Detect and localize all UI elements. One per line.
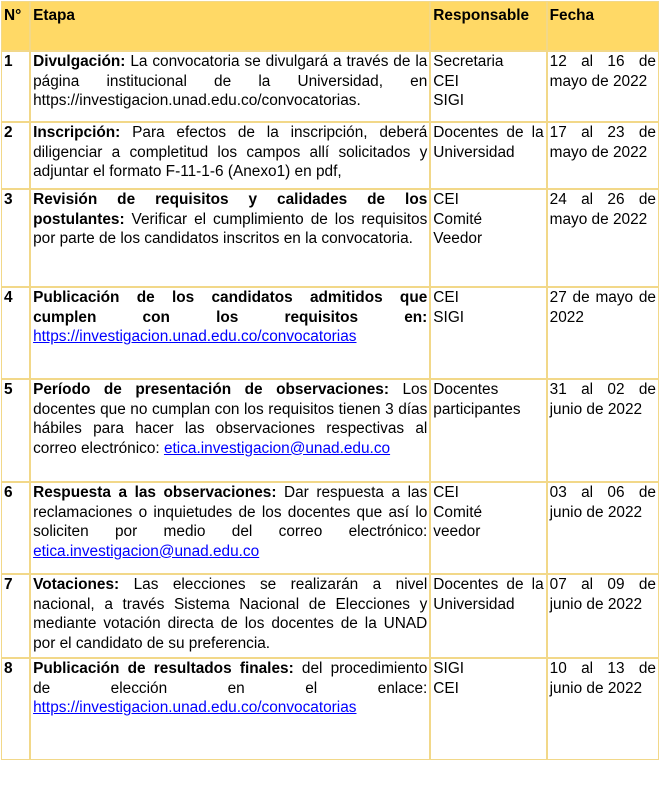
- responsible-item: SIGI: [433, 308, 465, 326]
- responsible-item: CEI: [433, 289, 459, 306]
- table-row: [2, 123, 658, 188]
- table-row: [2, 483, 658, 573]
- stage-cell: [31, 659, 429, 759]
- date-cell: 03 al 06 de junio de 2022: [548, 483, 658, 573]
- responsible-cell: [431, 190, 545, 286]
- responsible-item: CEI: [433, 191, 459, 208]
- responsible-cell: [431, 483, 545, 573]
- convocatorias-link[interactable]: https://investigacion.unad.edu.co/convocatorias: [33, 328, 357, 345]
- header-stage: Etapa: [31, 2, 429, 50]
- stage-title: Revisión de requisitos y calidades de los postulantes:: [33, 191, 428, 228]
- header-responsible: Responsable: [431, 2, 545, 50]
- responsible-item: veedor: [433, 523, 481, 540]
- responsible-item: Comité: [433, 210, 483, 228]
- table-row: [2, 52, 658, 121]
- table-row: [2, 575, 658, 657]
- row-number: 2: [2, 123, 29, 188]
- stage-cell: [31, 483, 429, 573]
- stage-title: Respuesta a las observaciones:: [33, 484, 277, 501]
- header-date: Fecha: [548, 2, 658, 50]
- stage-cell: [31, 575, 429, 657]
- table-row: [2, 190, 658, 286]
- responsible-item: CEI: [433, 484, 459, 501]
- responsible-item: CEI: [433, 679, 459, 697]
- stage-text: Verificar el cumplimiento de los requisitos por parte de los candidatos inscritos en la convocatoria.: [33, 210, 428, 247]
- row-number: 7: [2, 575, 29, 657]
- date-cell: 17 al 23 de mayo de 2022: [548, 123, 658, 188]
- responsible-item: Secretaria: [433, 53, 504, 70]
- responsible-item: SIGI: [433, 660, 465, 677]
- stage-title: Publicación de resultados finales:: [33, 660, 294, 677]
- header-number: N°: [2, 2, 29, 50]
- responsible-cell: [431, 380, 545, 481]
- table-row: [2, 659, 658, 759]
- responsible-cell: [431, 288, 545, 378]
- date-cell: 31 al 02 de junio de 2022: [548, 380, 658, 481]
- row-number: 5: [2, 380, 29, 481]
- stage-text: La convocatoria se divulgará a través de la página institucional de la Universidad, en https://investigacion.unad.edu.co/convocatorias.: [33, 53, 428, 109]
- stage-cell: [31, 380, 429, 481]
- responsible-item: Comité: [433, 503, 483, 521]
- stage-title: Inscripción:: [33, 124, 121, 141]
- stage-cell: [31, 123, 429, 188]
- row-number: 1: [2, 52, 29, 121]
- row-number: 4: [2, 288, 29, 378]
- stage-title: Votaciones:: [33, 576, 120, 593]
- table-row: [2, 380, 658, 481]
- date-cell: 10 al 13 de junio de 2022: [548, 659, 658, 759]
- responsible-item: SIGI: [433, 92, 465, 109]
- responsible-item: Docentes de la Universidad: [433, 124, 544, 161]
- convocatorias-link[interactable]: https://investigacion.unad.edu.co/convocatorias: [33, 699, 357, 716]
- table-row: [2, 288, 658, 378]
- stage-text: Para efectos de la inscripción, deberá diligenciar a completitud los campos allí solicitados y adjuntar el formato F-11-1-6 (Anexo1) en pdf,: [33, 124, 428, 180]
- stage-title: Publicación de los candidatos admitidos que cumplen con los requisitos en:: [33, 289, 428, 326]
- responsible-item: Veedor: [433, 230, 483, 247]
- stage-text: Las elecciones se realizarán a nivel nacional, a través Sistema Nacional de Elecciones y mediante votación directa de los docentes de la UNAD por el candidato de su preferencia.: [33, 576, 428, 652]
- responsible-item: Docentes participantes: [433, 381, 521, 418]
- email-link[interactable]: etica.investigacion@unad.edu.co: [163, 439, 391, 457]
- stage-text: Dar respuesta a las reclamaciones o inquietudes de los docentes que así lo soliciten por medio del correo electrónico:: [33, 484, 428, 540]
- responsible-item: Docentes de la Universidad: [433, 576, 544, 613]
- row-number: 6: [2, 483, 29, 573]
- date-cell: 12 al 16 de mayo de 2022: [548, 52, 658, 121]
- date-cell: 07 al 09 de junio de 2022: [548, 575, 658, 657]
- stage-title: Período de presentación de observaciones:: [33, 381, 389, 398]
- stage-cell: [31, 52, 429, 121]
- table-header-row: [2, 2, 658, 50]
- stage-cell: [31, 190, 429, 286]
- date-cell: 27 de mayo de 2022: [548, 288, 658, 378]
- responsible-cell: [431, 575, 545, 657]
- email-link[interactable]: etica.investigacion@unad.edu.co: [33, 542, 260, 560]
- stage-cell: [31, 288, 429, 378]
- date-cell: 24 al 26 de mayo de 2022: [548, 190, 658, 286]
- row-number: 3: [2, 190, 29, 286]
- stage-text: del procedimiento de elección en el enlace:: [33, 660, 428, 697]
- responsible-cell: [431, 123, 545, 188]
- responsible-cell: [431, 52, 545, 121]
- stage-title: Divulgación:: [33, 53, 126, 70]
- responsible-item: CEI: [433, 72, 459, 90]
- row-number: 8: [2, 659, 29, 759]
- stage-text: Los docentes que no cumplan con los requisitos tienen 3 días hábiles para hacer las observaciones respectivas al correo electrónico:: [33, 381, 428, 457]
- responsible-cell: [431, 659, 545, 759]
